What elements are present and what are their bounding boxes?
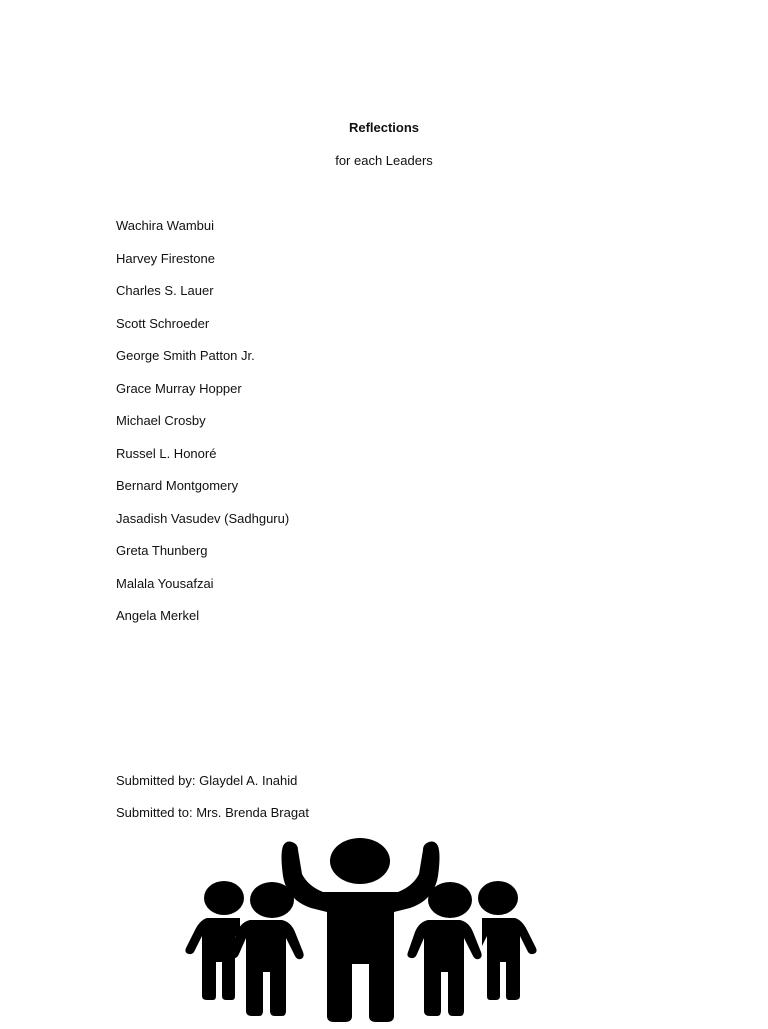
leader-item: Malala Yousafzai (116, 575, 214, 591)
leader-item: Scott Schroeder (116, 315, 210, 331)
leader-item: Russel L. Honoré (116, 445, 217, 461)
document-subtitle: for each Leaders (335, 153, 433, 168)
leaders-list (116, 218, 289, 641)
leader-item: Greta Thunberg (116, 543, 208, 558)
leader-item: Michael Crosby (116, 413, 206, 428)
leader-item: George Smith Patton Jr. (116, 348, 255, 363)
leader-item: Angela Merkel (116, 608, 200, 623)
leader-item: Jasadish Vasudev (Sadhguru) (116, 510, 290, 526)
person-right-back-icon (478, 881, 537, 1000)
leader-item: Grace Murray Hopper (116, 380, 242, 396)
people-leader-icon (180, 836, 545, 1024)
document-title: Reflections (348, 120, 420, 135)
leader-item: Harvey Firestone (116, 250, 215, 266)
submitted-by: Submitted by: Glaydel A. Inahid (116, 773, 298, 788)
submitted-to: Submitted to: Mrs. Brenda Bragat (116, 805, 309, 820)
leader-item: Wachira Wambui (116, 218, 215, 233)
person-leader-icon (282, 838, 440, 1022)
leader-item: Bernard Montgomery (116, 478, 239, 493)
leader-item: Charles S. Lauer (116, 283, 214, 298)
